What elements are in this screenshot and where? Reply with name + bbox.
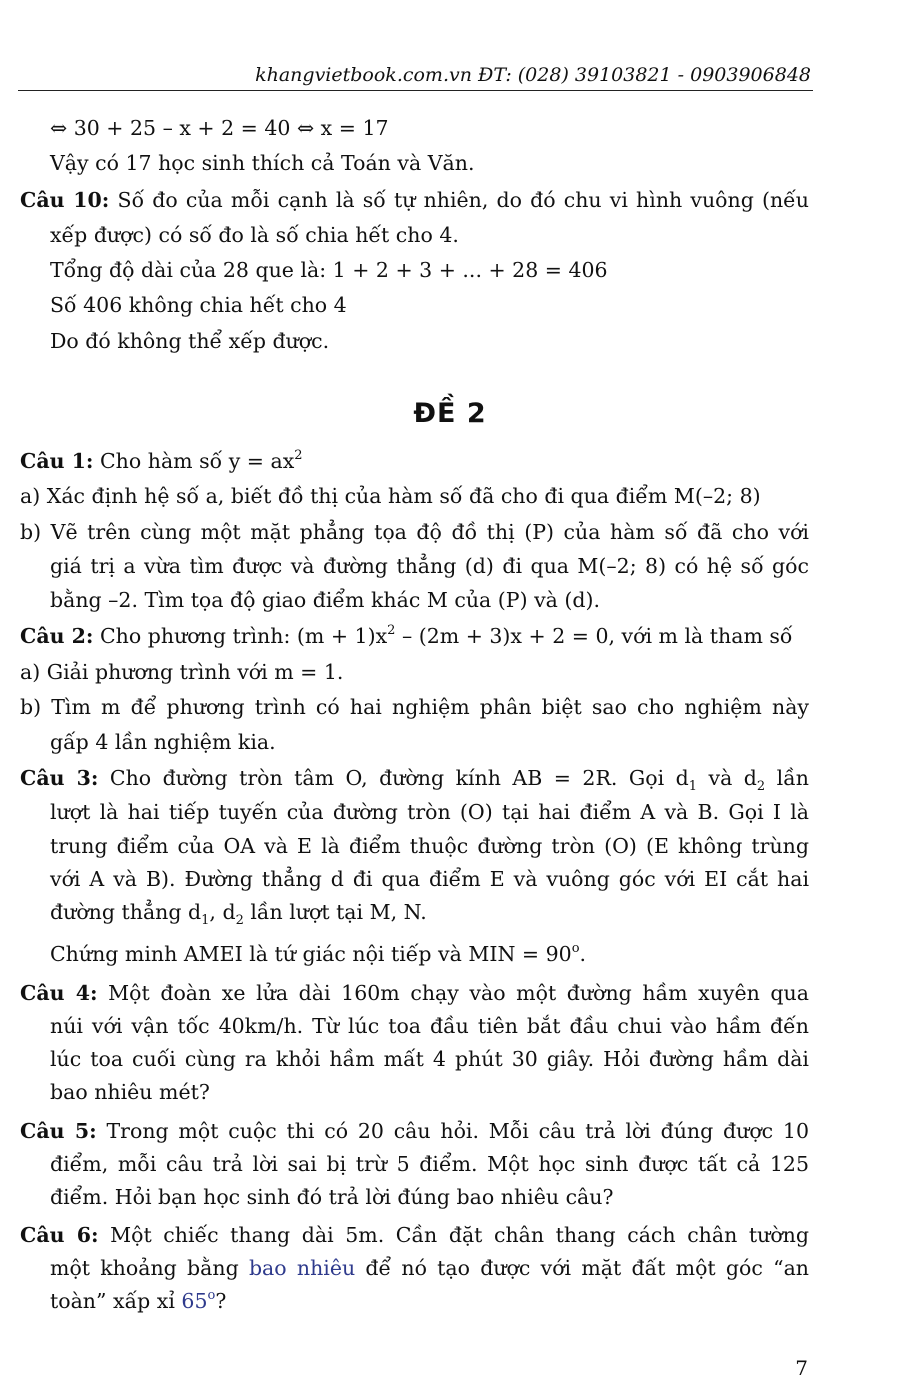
q6-degree: o [207,1288,216,1303]
q6-text-3b: 65 [181,1289,208,1313]
q2-part-a: a) Giải phương trình với m = 1. [20,660,344,684]
q3-text-1a: Cho đường tròn tâm O, đường kính AB = 2R. Gọi d [98,766,689,790]
q4-line-1 [20,979,809,1007]
q1-label: Câu 1: [20,449,94,473]
q3-sub-3: 1 [201,913,210,928]
q10-line-1 [20,186,809,214]
q4-line-2: núi với vận tốc 40km/h. Từ lúc toa đầu tiên bắt đầu chui vào hầm đến [50,1014,809,1038]
q10-line-2: xếp được) có số đo là số chia hết cho 4. [50,223,459,247]
q3-line-1 [20,764,809,792]
page-number: 7 [795,1356,808,1380]
q3-line-5 [50,898,427,926]
q4-line-3: lúc toa cuối cùng ra khỏi hầm mất 4 phút 30 giây. Hỏi đường hầm dài [50,1047,809,1071]
q3-text-5a: đường thẳng d [50,900,202,924]
q10-line-5: Do đó không thể xếp được. [50,329,330,353]
header-contact: khangvietbook.com.vn ĐT: (028) 39103821 - 0903906848 [255,64,811,86]
q3-label: Câu 3: [20,766,99,790]
q2-line [20,622,792,650]
q6-text-2a: một khoảng bằng [50,1256,249,1280]
q1-part-a: a) Xác định hệ số a, biết đồ thị của hàm số đã cho đi qua điểm M(–2; 8) [20,484,761,508]
q3-text-6b: . [579,942,587,966]
q3-sub-2: 2 [756,779,766,794]
q3-degree: o [571,941,580,956]
section-title: ĐỀ 2 [413,398,487,429]
q3-text-6a: Chứng minh AMEI là tứ giác nội tiếp và MIN = 90 [50,942,572,966]
q1-part-b-1: b) Vẽ trên cùng một mặt phẳng tọa độ đồ thị (P) của hàm số đã cho với [20,520,809,544]
q6-text-3a: toàn” xấp xỉ [50,1289,182,1313]
q6-line-3 [50,1287,226,1315]
q1-line [20,447,303,475]
q6-text-3c: ? [215,1289,227,1313]
q2-text-2: – (2m + 3)x + 2 = 0, với m là tham số [395,624,793,648]
q4-text-1: Một đoàn xe lửa dài 160m chạy vào một đường hầm xuyên qua [97,981,809,1005]
q2-part-b-1: b) Tìm m để phương trình có hai nghiệm phân biệt sao cho nghiệm này [20,695,809,719]
q3-sub-4: 2 [235,913,244,928]
q2-part-b-2: gấp 4 lần nghiệm kia. [50,730,276,754]
q6-text-2b: bao nhiêu [248,1256,356,1280]
q6-line-2 [50,1254,809,1282]
page-header [18,62,813,91]
q1-part-b-2: giá trị a vừa tìm được và đường thẳng (d) đi qua M(–2; 8) có hệ số góc [50,554,809,578]
q10-line-3: Tổng độ dài của 28 que là: 1 + 2 + 3 + ... + 28 = 406 [50,258,608,282]
q1-text: Cho hàm số y = ax [93,449,295,473]
q3-line-6 [50,940,586,968]
q2-label: Câu 2: [20,624,94,648]
q2-text-1: Cho phương trình: (m + 1)x [93,624,388,648]
q4-label: Câu 4: [20,981,98,1005]
equation-line: ⇔ 30 + 25 – x + 2 = 40 ⇔ x = 17 [50,116,389,140]
q5-text-1: Trong một cuộc thi có 20 câu hỏi. Mỗi câu trả lời đúng được 10 [96,1119,809,1143]
q3-text-5b: , d [209,900,236,924]
q6-line-1 [20,1221,809,1249]
q3-line-4: với A và B). Đường thẳng d đi qua điểm E và vuông góc với EI cắt hai [50,867,809,891]
q2-exponent: 2 [387,623,396,638]
q3-line-2: lượt là hai tiếp tuyến của đường tròn (O) tại hai điểm A và B. Gọi I là [50,800,809,824]
conclusion-line: Vậy có 17 học sinh thích cả Toán và Văn. [50,151,475,175]
q1-exponent: 2 [294,448,303,463]
q3-sub-1: 1 [688,779,698,794]
q4-line-4: bao nhiêu mét? [50,1080,210,1104]
q10-label: Câu 10: [20,188,110,212]
q10-line-4: Số 406 không chia hết cho 4 [50,293,347,317]
q3-line-3: trung điểm của OA và E là điểm thuộc đường tròn (O) (E không trùng [50,834,809,858]
q10-text: Số đo của mỗi cạnh là số tự nhiên, do đó chu vi hình vuông (nếu [109,188,809,212]
q6-text-1: Một chiếc thang dài 5m. Cần đặt chân thang cách chân tường [98,1223,809,1247]
q5-line-2: điểm, mỗi câu trả lời sai bị trừ 5 điểm. Một học sinh được tất cả 125 [50,1152,809,1176]
q3-text-1b: và d [697,766,757,790]
q3-text-5c: lần lượt tại M, N. [243,900,427,924]
q5-line-3: điểm. Hỏi bạn học sinh đó trả lời đúng bao nhiêu câu? [50,1185,614,1209]
q3-text-1c: lần [765,766,809,790]
q1-part-b-3: bằng –2. Tìm tọa độ giao điểm khác M của (P) và (d). [50,588,601,612]
q5-label: Câu 5: [20,1119,97,1143]
q5-line-1 [20,1117,809,1145]
q6-text-2c: để nó tạo được với mặt đất một góc “an [355,1256,809,1280]
q6-label: Câu 6: [20,1223,99,1247]
